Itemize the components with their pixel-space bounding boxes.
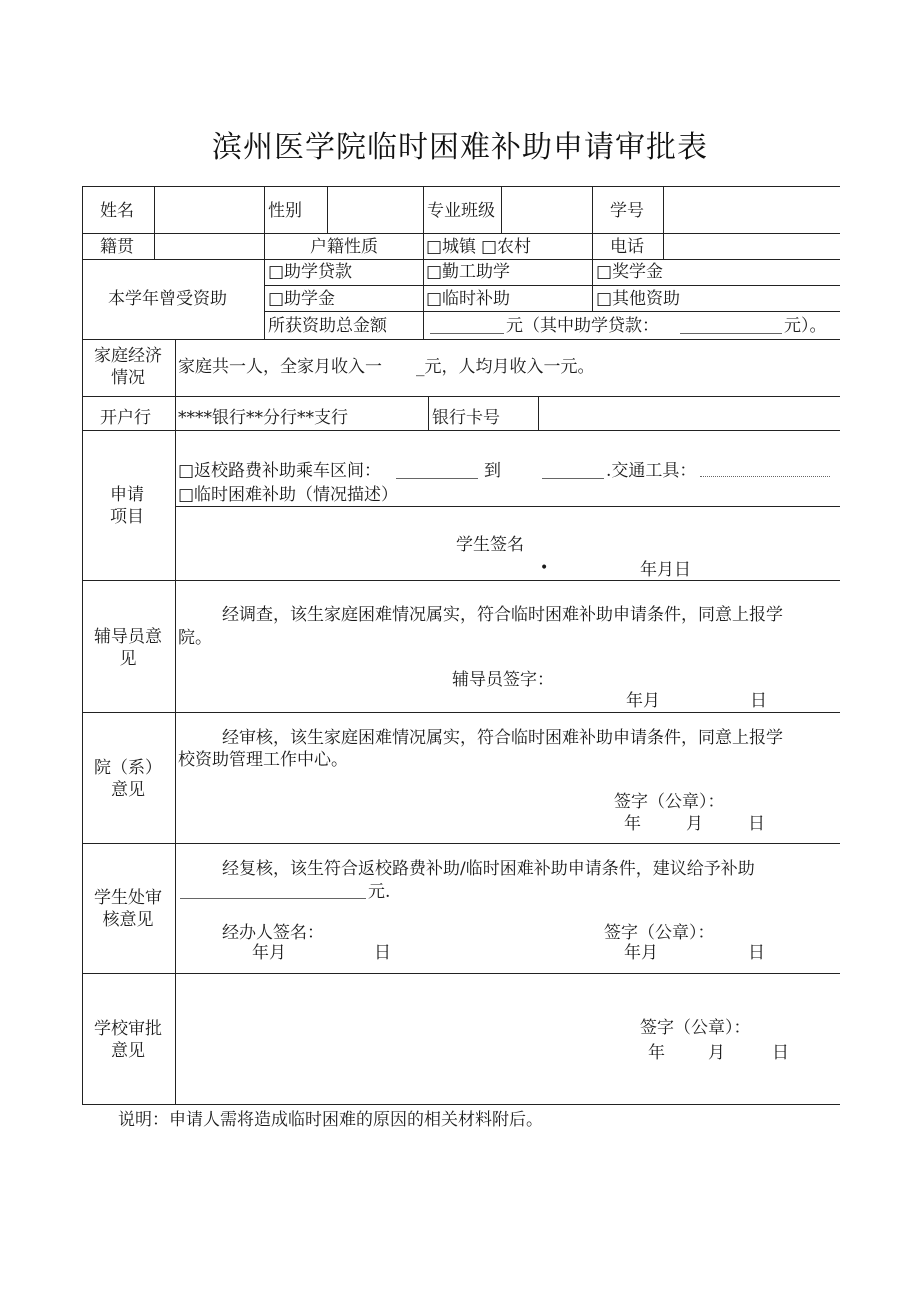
college-opinion-cont: 校资助管理工作中心。 xyxy=(178,750,348,770)
checkbox-other-aid[interactable]: □其他资助 xyxy=(596,289,681,309)
college-date-d: 日 xyxy=(748,814,765,834)
college-date-m: 月 xyxy=(686,814,703,834)
college-stamp-label: 签字（公章）： xyxy=(614,792,725,812)
aid-yuan-end: 元）。 xyxy=(784,316,827,336)
label-aid-total: 所获资助总金额 xyxy=(268,316,387,336)
handler-date-d: 日 xyxy=(374,943,391,963)
counselor-signature-label: 辅导员签字： xyxy=(452,670,554,690)
label-counselor-opinion: 辅导员意见 xyxy=(94,627,162,669)
handler-date-ym: 年月 xyxy=(252,943,286,963)
page-title: 滨州医学院临时困难补助申请审批表 xyxy=(212,130,708,165)
family-income-text: 家庭共一人，全家月收入一 _元，人均月收入一元。 xyxy=(178,357,595,377)
school-stamp-label: 签字（公章）： xyxy=(640,1018,751,1038)
bullet-mark: • xyxy=(540,560,549,576)
checkbox-grant[interactable]: □助学金 xyxy=(268,289,336,309)
travel-to-label: 到 xyxy=(484,461,501,481)
counselor-opinion-text: 经调查，该生家庭困难情况属实，符合临时困难补助申请条件，同意上报学 xyxy=(222,605,783,625)
checkbox-student-loan[interactable]: □助学贷款 xyxy=(268,262,353,282)
stamp-date-d: 日 xyxy=(748,943,765,963)
label-aid-received: 本学年曾受资助 xyxy=(108,289,227,309)
school-date-m: 月 xyxy=(708,1043,725,1063)
transport-blank[interactable] xyxy=(700,476,830,477)
label-school-approval: 学校审批意见 xyxy=(94,1019,162,1061)
checkbox-scholarship[interactable]: □奖学金 xyxy=(596,262,664,282)
travel-to-blank[interactable] xyxy=(542,478,604,479)
transport-label: .交通工具： xyxy=(606,461,697,481)
checkbox-town[interactable]: □城镇 xyxy=(426,237,477,257)
label-name: 姓名 xyxy=(100,201,134,221)
label-household-type: 户籍性质 xyxy=(310,237,378,257)
aid-yuan-text: 元（其中助学贷款： xyxy=(506,316,659,336)
label-student-id: 学号 xyxy=(610,201,644,221)
label-origin: 籍贯 xyxy=(100,237,134,257)
travel-from-blank[interactable] xyxy=(396,478,478,479)
checkbox-temp-difficulty[interactable]: □临时困难补助（情况描述） xyxy=(178,485,399,505)
counselor-date-ym: 年月 xyxy=(626,691,660,711)
label-bank-card: 银行卡号 xyxy=(432,408,500,428)
label-phone: 电话 xyxy=(610,237,644,257)
stamp-date-ym: 年月 xyxy=(624,943,658,963)
label-bank: 开户行 xyxy=(100,408,151,428)
student-signature-label: 学生签名 xyxy=(456,535,524,555)
student-office-opinion-text: 经复核，该生符合返校路费补助/临时困难补助申请条件，建议给予补助 xyxy=(222,859,755,879)
subsidy-amount-blank[interactable] xyxy=(180,898,366,899)
college-date-y: 年 xyxy=(624,814,641,834)
student-office-stamp-label: 签字（公章）： xyxy=(604,923,715,943)
college-opinion-text: 经审核，该生家庭困难情况属实，符合临时困难补助申请条件，同意上报学 xyxy=(222,728,783,748)
checkbox-temp-aid[interactable]: □临时补助 xyxy=(426,289,511,309)
checkbox-rural[interactable]: □农村 xyxy=(481,237,532,257)
counselor-date-d: 日 xyxy=(750,691,767,711)
label-gender: 性别 xyxy=(268,201,302,221)
footnote: 说明：申请人需将造成临时困难的原因的相关材料附后。 xyxy=(118,1110,543,1130)
loan-amount-blank[interactable] xyxy=(680,333,782,334)
label-major-class: 专业班级 xyxy=(427,201,495,221)
label-family-economy: 家庭经济情况 xyxy=(94,346,162,388)
subsidy-yuan: 元. xyxy=(368,882,391,902)
counselor-opinion-cont: 院。 xyxy=(178,628,212,648)
aid-total-blank[interactable] xyxy=(430,333,504,334)
checkbox-travel-subsidy[interactable]: □返校路费补助乘车区间： xyxy=(178,461,382,481)
label-college-opinion: 院（系）意见 xyxy=(94,758,162,800)
checkbox-work-study[interactable]: □勤工助学 xyxy=(426,262,511,282)
school-date-d: 日 xyxy=(772,1043,789,1063)
school-date-y: 年 xyxy=(648,1043,665,1063)
student-sign-date: 年月日 xyxy=(640,560,691,580)
label-apply-items: 申请项目 xyxy=(110,485,144,527)
bank-name-value: ****银行**分行**支行 xyxy=(178,408,348,428)
label-student-office-review: 学生处审核意见 xyxy=(94,888,162,930)
handler-signature-label: 经办人签名： xyxy=(222,923,324,943)
